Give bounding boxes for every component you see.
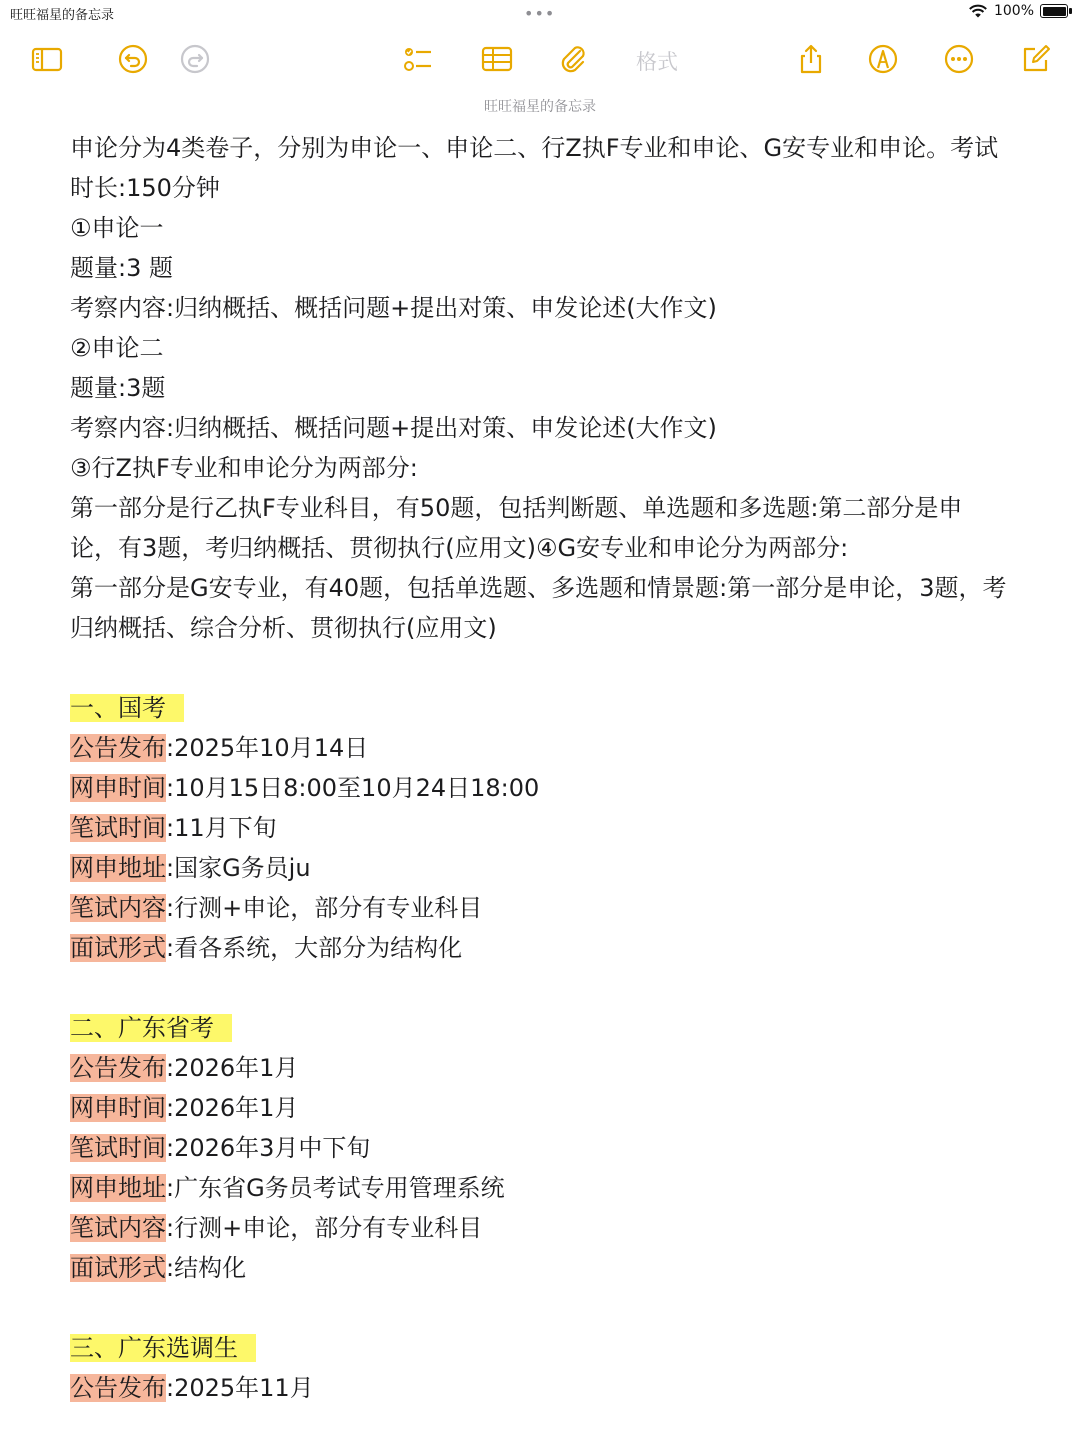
info-value: :行测+申论，部分有专业科目 xyxy=(166,1214,483,1242)
battery-icon xyxy=(1040,4,1068,18)
section-heading xyxy=(70,688,1010,728)
markup-icon[interactable] xyxy=(860,36,906,82)
info-label: 网申时间 xyxy=(70,774,166,802)
info-value: :2026年3月中下旬 xyxy=(166,1134,371,1162)
note-body[interactable] xyxy=(70,128,1010,1408)
info-value: :2025年10月14日 xyxy=(166,734,369,762)
info-label: 网申时间 xyxy=(70,1094,166,1122)
intro-line: ②申论二 xyxy=(70,334,164,362)
info-value: :2026年1月 xyxy=(166,1054,299,1082)
info-row xyxy=(70,1088,1010,1128)
info-row xyxy=(70,888,1010,928)
section-heading xyxy=(70,1328,1010,1368)
intro-line: 第一部分是行乙执F专业科目，有50题，包括判断题、单选题和多选题:第二部分是申论，有3题，考归纳概括、贯彻执行(应用文)④G安专业和申论分为两部分: xyxy=(70,494,963,562)
intro-line: 考察内容:归纳概括、概括问题+提出对策、申发论述(大作文) xyxy=(70,414,717,442)
info-label: 面试形式 xyxy=(70,934,166,962)
status-right xyxy=(968,3,1068,19)
info-value: :2026年1月 xyxy=(166,1094,299,1122)
info-row xyxy=(70,1368,1010,1408)
info-row xyxy=(70,1248,1010,1288)
undo-icon[interactable] xyxy=(110,36,156,82)
info-value: :国家G务员ju xyxy=(166,854,311,882)
info-row xyxy=(70,1128,1010,1168)
info-row xyxy=(70,1048,1010,1088)
share-icon[interactable] xyxy=(788,36,834,82)
section-heading-text: 二、广东省考 xyxy=(70,1014,232,1042)
info-label: 公告发布 xyxy=(70,734,166,762)
redo-icon[interactable] xyxy=(172,36,218,82)
intro-line: 题量:3 题 xyxy=(70,254,173,282)
attachment-icon[interactable] xyxy=(550,36,596,82)
intro-line: ③行Z执F专业和申论分为两部分: xyxy=(70,454,418,482)
info-label: 公告发布 xyxy=(70,1374,166,1402)
sidebar-icon[interactable] xyxy=(24,36,70,82)
compose-icon[interactable] xyxy=(1012,36,1058,82)
intro-line: 题量:3题 xyxy=(70,374,166,402)
info-row xyxy=(70,928,1010,968)
info-row xyxy=(70,1208,1010,1248)
section-heading-text: 一、国考 xyxy=(70,694,184,722)
info-label: 网申地址 xyxy=(70,1174,166,1202)
intro-line: 申论分为4类卷子，分别为申论一、申论二、行Z执F专业和申论、G安专业和申论。考试时长:150分钟 xyxy=(70,134,999,202)
info-value: :2025年11月 xyxy=(166,1374,314,1402)
info-value: :行测+申论，部分有专业科目 xyxy=(166,894,483,922)
toolbar xyxy=(0,36,1080,86)
info-row xyxy=(70,728,1010,768)
info-label: 面试形式 xyxy=(70,1254,166,1282)
wifi-icon xyxy=(968,4,988,19)
info-row xyxy=(70,848,1010,888)
info-label: 公告发布 xyxy=(70,1054,166,1082)
multitasking-dots[interactable]: ••• xyxy=(524,4,556,23)
status-app-name: 旺旺福星的备忘录 xyxy=(10,8,115,23)
info-row xyxy=(70,1168,1010,1208)
info-value: :10月15日8:00至10月24日18:00 xyxy=(166,774,540,802)
format-button[interactable]: 格式 xyxy=(636,50,678,74)
info-value: :11月下旬 xyxy=(166,814,277,842)
battery-percent: 100% xyxy=(993,3,1034,19)
checklist-icon[interactable] xyxy=(394,36,440,82)
info-row xyxy=(70,808,1010,848)
info-label: 网申地址 xyxy=(70,854,166,882)
intro-line: ①申论一 xyxy=(70,214,164,242)
table-icon[interactable] xyxy=(474,36,520,82)
intro-line: 考察内容:归纳概括、概括问题+提出对策、申发论述(大作文) xyxy=(70,294,717,322)
info-value: :看各系统，大部分为结构化 xyxy=(166,934,463,962)
info-label: 笔试时间 xyxy=(70,1134,166,1162)
section-heading xyxy=(70,1008,1010,1048)
note-title: 旺旺福星的备忘录 xyxy=(484,99,596,115)
info-value: :结构化 xyxy=(166,1254,247,1282)
info-label: 笔试内容 xyxy=(70,1214,166,1242)
intro-line: 第一部分是G安专业，有40题，包括单选题、多选题和情景题:第一部分是申论，3题，考归纳概括、综合分析、贯彻执行(应用文) xyxy=(70,574,1007,642)
info-label: 笔试内容 xyxy=(70,894,166,922)
status-bar xyxy=(0,0,1080,26)
info-value: :广东省G务员考试专用管理系统 xyxy=(166,1174,505,1202)
more-icon[interactable] xyxy=(936,36,982,82)
section-heading-text: 三、广东选调生 xyxy=(70,1334,256,1362)
info-row xyxy=(70,768,1010,808)
info-label: 笔试时间 xyxy=(70,814,166,842)
